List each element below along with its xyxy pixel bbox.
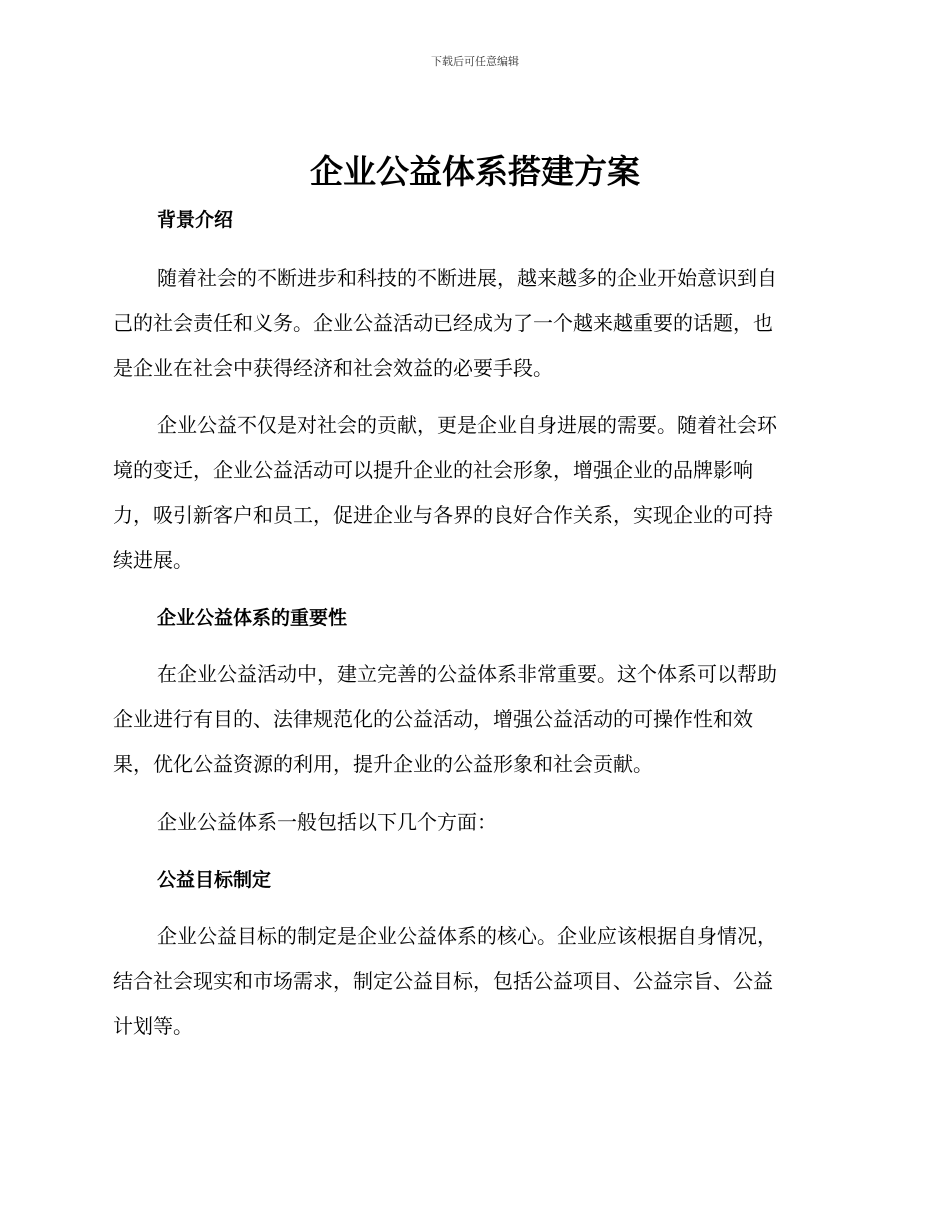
paragraph [113,256,831,391]
paragraph-line: 力，吸引新客户和员工，促进企业与各界的良好合作关系，实现企业的可持 [113,503,773,527]
paragraph-line: 是企业在社会中获得经济和社会效益的必要手段。 [113,356,553,380]
paragraph [113,652,831,787]
paragraph [113,800,831,845]
document-title: 企业公益体系搭建方案 [310,152,640,191]
header-note: 下载后可任意编辑 [431,55,519,68]
paragraph-line: 续进展。 [113,548,193,572]
paragraph-line: 结合社会现实和市场需求，制定公益目标，包括公益项目、公益宗旨、公益 [113,969,773,993]
paragraph-line: 在企业公益活动中，建立完善的公益体系非常重要。这个体系可以帮助 [157,662,777,686]
paragraph-line: 企业公益体系一般包括以下几个方面： [157,810,497,834]
section-heading-background: 背景介绍 [157,209,234,231]
paragraph-line: 果，优化公益资源的利用，提升企业的公益形象和社会贡献。 [113,752,653,776]
paragraph-line: 随着社会的不断进步和科技的不断进展，越来越多的企业开始意识到自 [157,266,777,290]
section-heading-goal-setting: 公益目标制定 [157,869,272,891]
paragraph-line: 境的变迁，企业公益活动可以提升企业的社会形象，增强企业的品牌影响 [113,458,753,482]
section-heading-importance: 企业公益体系的重要性 [157,607,348,629]
paragraph-line: 企业进行有目的、法律规范化的公益活动，增强公益活动的可操作性和效 [113,707,753,731]
paragraph-line: 企业公益不仅是对社会的贡献，更是企业自身进展的需要。随着社会环 [157,413,777,437]
paragraph-line: 计划等。 [113,1014,193,1038]
paragraph-line: 己的社会责任和义务。企业公益活动已经成为了一个越来越重要的话题，也 [113,311,773,335]
paragraph [113,403,831,583]
paragraph-line: 企业公益目标的制定是企业公益体系的核心。企业应该根据自身情况， [157,924,777,948]
paragraph [113,914,831,1049]
